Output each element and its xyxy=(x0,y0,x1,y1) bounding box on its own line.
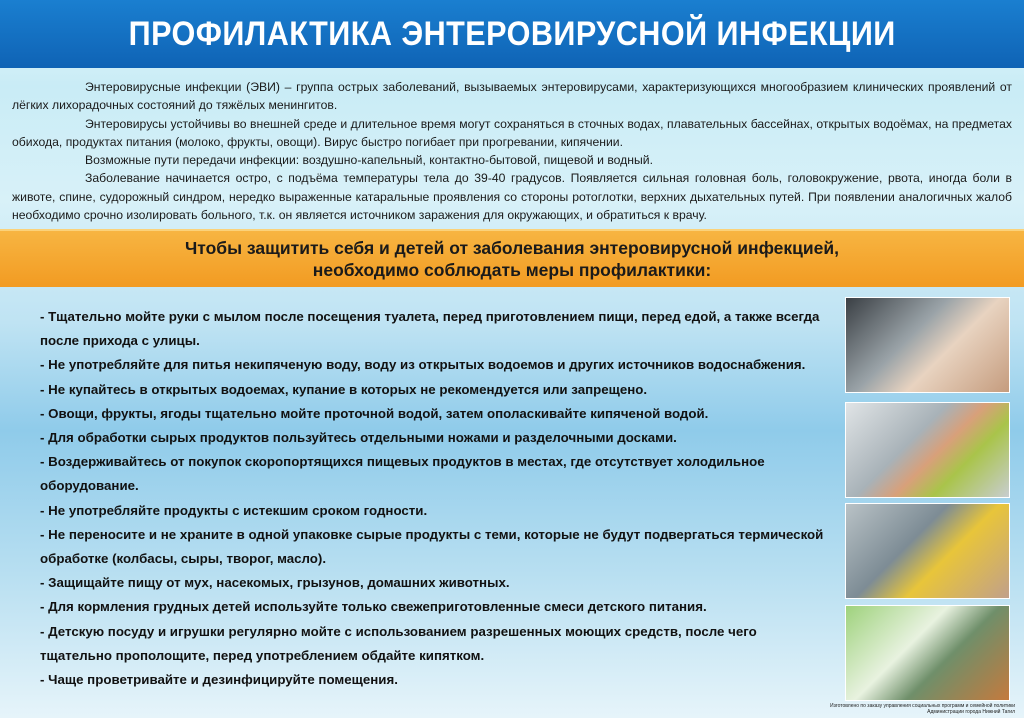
list-item: - Овощи, фрукты, ягоды тщательно мойте проточной водой, затем ополаскивайте кипяченой водой. xyxy=(40,405,709,421)
intro-paragraph: Заболевание начинается остро, с подъёма температуры тела до 39-40 градусов. Появляется сильная головная боль, головокружение, рвота, иногда боли в животе, спине, судорожный синдром, нередко выраженные катаральные проявления со стороны ротоглотки, верхних дыхательных путей. При появлении аналогичных жалоб необходимо срочно изолировать больного, т.к. он является источником заражения для окружающих, и обратиться к врачу. xyxy=(12,171,1012,223)
intro-paragraph: Энтеровирусы устойчивы во внешней среде и длительное время могут сохраняться в сточных водах, плавательных бассейнах, открытых водоёмах, на предметах обихода, продуктах питания (молоко, фрукты, овощи). Вирус быстро погибает при прогревании, кипячении. xyxy=(12,116,1012,149)
intro-text xyxy=(12,78,1012,224)
list-item: - Для обработки сырых продуктов пользуйтесь отдельными ножами и разделочными досками. xyxy=(40,430,677,446)
banner-line: необходимо соблюдать меры профилактики: xyxy=(312,260,712,280)
page-title: ПРОФИЛАКТИКА ЭНТЕРОВИРУСНОЙ ИНФЕКЦИИ xyxy=(128,14,896,53)
measures-list xyxy=(40,305,830,692)
list-item: - Не употребляйте для питья некипяченую воду, воду из открытых водоемов и других источников водоснабжения. xyxy=(40,357,806,373)
list-item: - Не употребляйте продукты с истекшим сроком годности. xyxy=(40,502,428,518)
list-item: - Не переносите и не храните в одной упаковке сырые продукты с теми, которые не будут подвергаться термической обработке (колбасы, сыры, творог, масло). xyxy=(40,526,824,567)
list-item: - Воздерживайтесь от покупок скоропортящихся пищевых продуктов в местах, где отсутствует холодильное оборудование. xyxy=(40,454,765,494)
photo-washing-fruit xyxy=(845,402,1010,498)
list-item: - Для кормления грудных детей используйте только свежеприготовленные смеси детского питания. xyxy=(40,599,707,615)
list-item: - Детскую посуду и игрушки регулярно мойте с использованием разрешенных моющих средств, после чего тщательно прополощите, перед употреблением обдайте кипятком. xyxy=(40,623,757,663)
list-item: - Не купайтесь в открытых водоемах, купание в которых не рекомендуется или запрещено. xyxy=(40,381,648,397)
intro-paragraph: Возможные пути передачи инфекции: воздушно-капельный, контактно-бытовой, пищевой и водный. xyxy=(85,153,653,168)
list-item: - Защищайте пищу от мух, насекомых, грызунов, домашних животных. xyxy=(40,575,510,591)
photo-handwashing xyxy=(845,297,1010,393)
list-item: - Чаще проветривайте и дезинфицируйте помещения. xyxy=(40,672,398,688)
list-item: - Тщательно мойте руки с мылом после посещения туалета, перед приготовлением пищи, перед едой, а также всегда после прихода с улицы. xyxy=(40,309,820,349)
intro-paragraph: Энтеровирусные инфекции (ЭВИ) – группа острых заболеваний, вызываемых энтеровирусами, характеризующихся многообразием клинических проявлений от лёгких лихорадочных состояний до тяжёлых менингитов. xyxy=(12,80,1012,113)
footer-note: Изготовлено по заказу управления социальных программ и семейной политики Администрации города Нижний Тагил xyxy=(829,703,1015,715)
banner-line: Чтобы защитить себя и детей от заболевания энтеровирусной инфекцией, xyxy=(184,238,840,258)
prevention-banner xyxy=(0,229,1024,287)
title-bar xyxy=(0,0,1024,68)
photo-ventilating-window xyxy=(845,605,1010,701)
photo-cleaning-surface xyxy=(845,503,1010,599)
